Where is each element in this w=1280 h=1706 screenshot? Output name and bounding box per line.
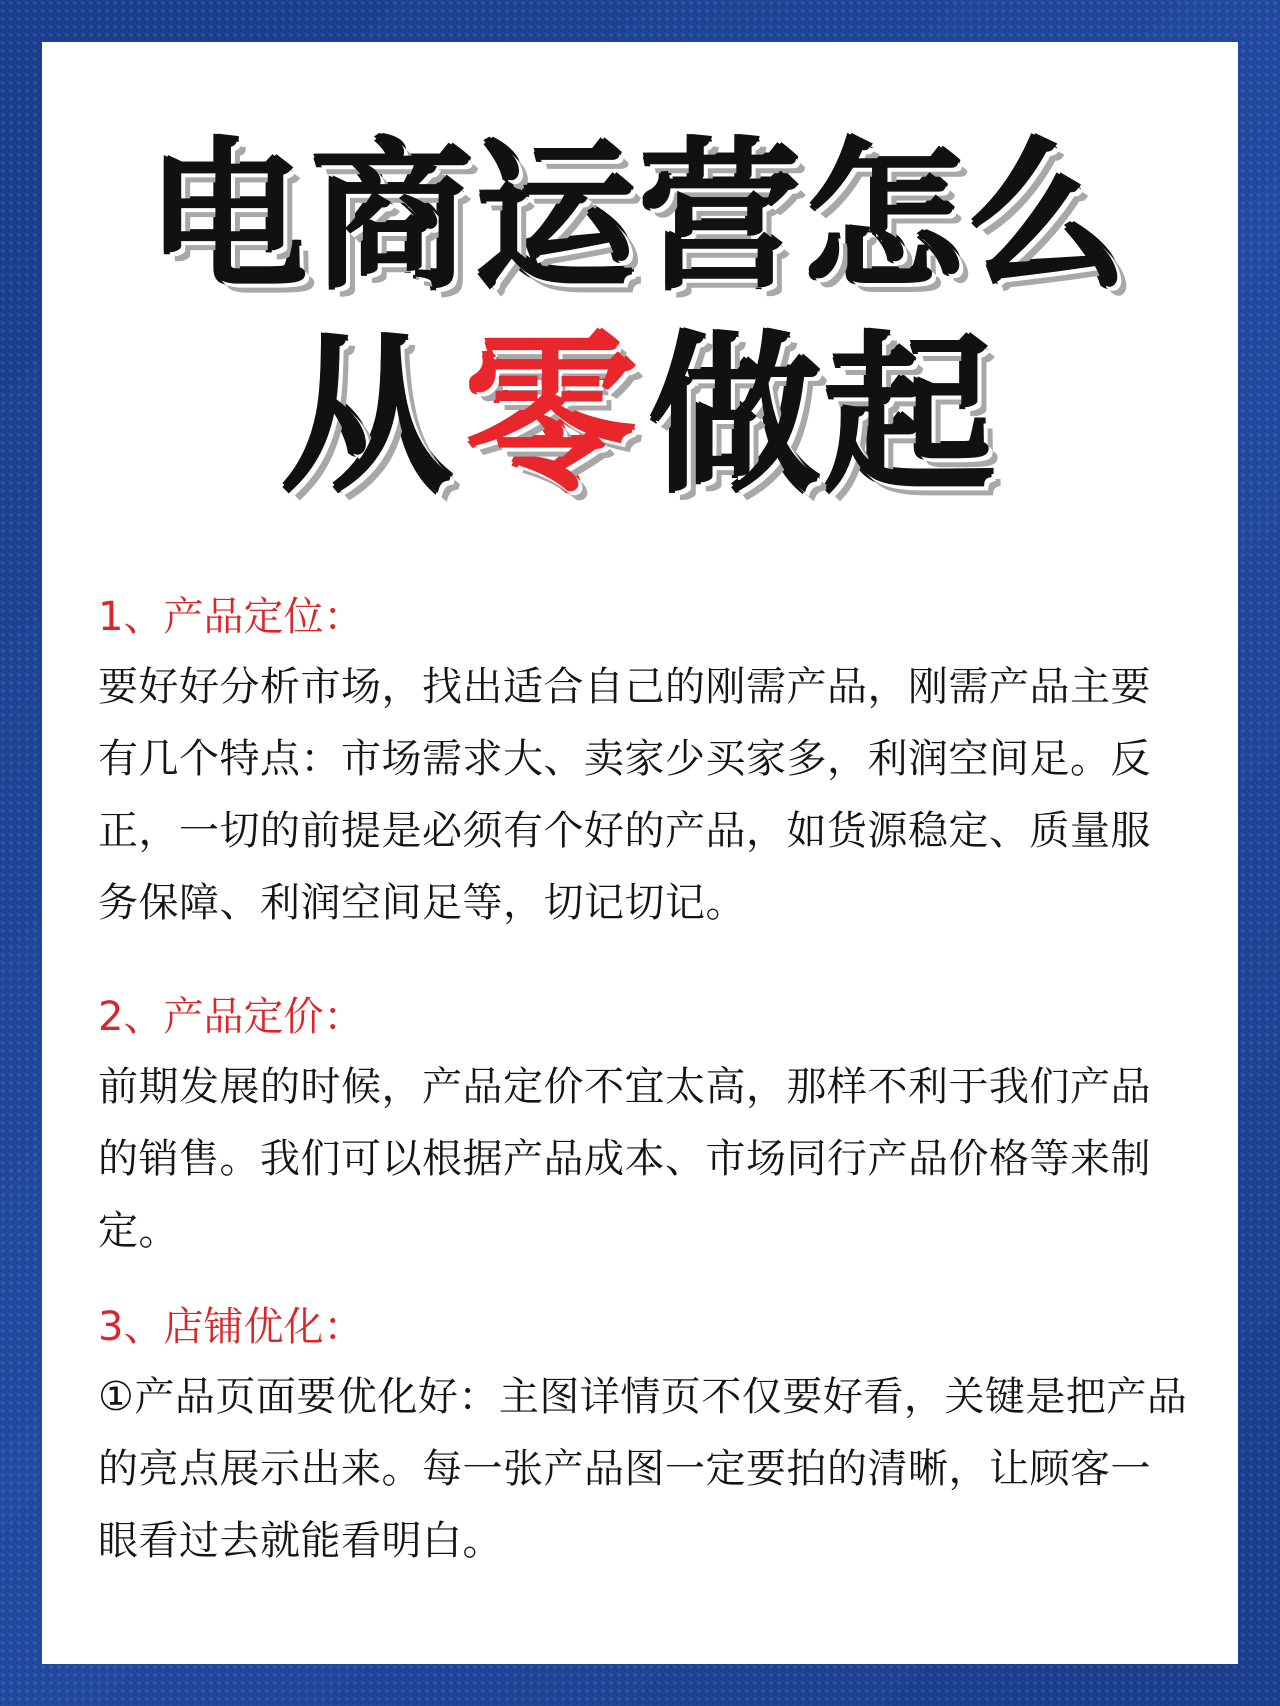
headline-accent-word: 零 [465, 318, 640, 516]
headline-line-2 [42, 318, 1238, 516]
section-heading: 1、产品定位： [98, 594, 364, 640]
headline-line-1-text: 电商运营怎么 [147, 124, 1132, 311]
section-product-pricing [98, 994, 1188, 1267]
headline-line-1 [42, 124, 1238, 311]
section-body: 要好好分析市场，找出适合自己的刚需产品，刚需产品主要有几个特点：市场需求大、卖家少买家多，利润空间足。反正，一切的前提是必须有个好的产品，如货源稳定、质量服务保障、利润空间足等，切记切记。 [98, 664, 1151, 926]
content-card [42, 42, 1238, 1664]
section-heading: 2、产品定价： [98, 994, 364, 1040]
section-body: ①产品页面要优化好：主图详情页不仅要好看，关键是把产品的亮点展示出来。每一张产品图一定要拍的清晰，让顾客一眼看过去就能看明白。 [98, 1374, 1188, 1564]
headline-line-2-post: 做起 [650, 318, 999, 516]
headline-line-2-pre: 从 [281, 318, 456, 516]
section-heading: 3、店铺优化： [98, 1304, 364, 1350]
section-product-positioning [98, 594, 1188, 939]
section-body: 前期发展的时候，产品定价不宜太高，那样不利于我们产品的销售。我们可以根据产品成本、市场同行产品价格等来制定。 [98, 1064, 1151, 1254]
section-store-optimization [98, 1304, 1188, 1577]
